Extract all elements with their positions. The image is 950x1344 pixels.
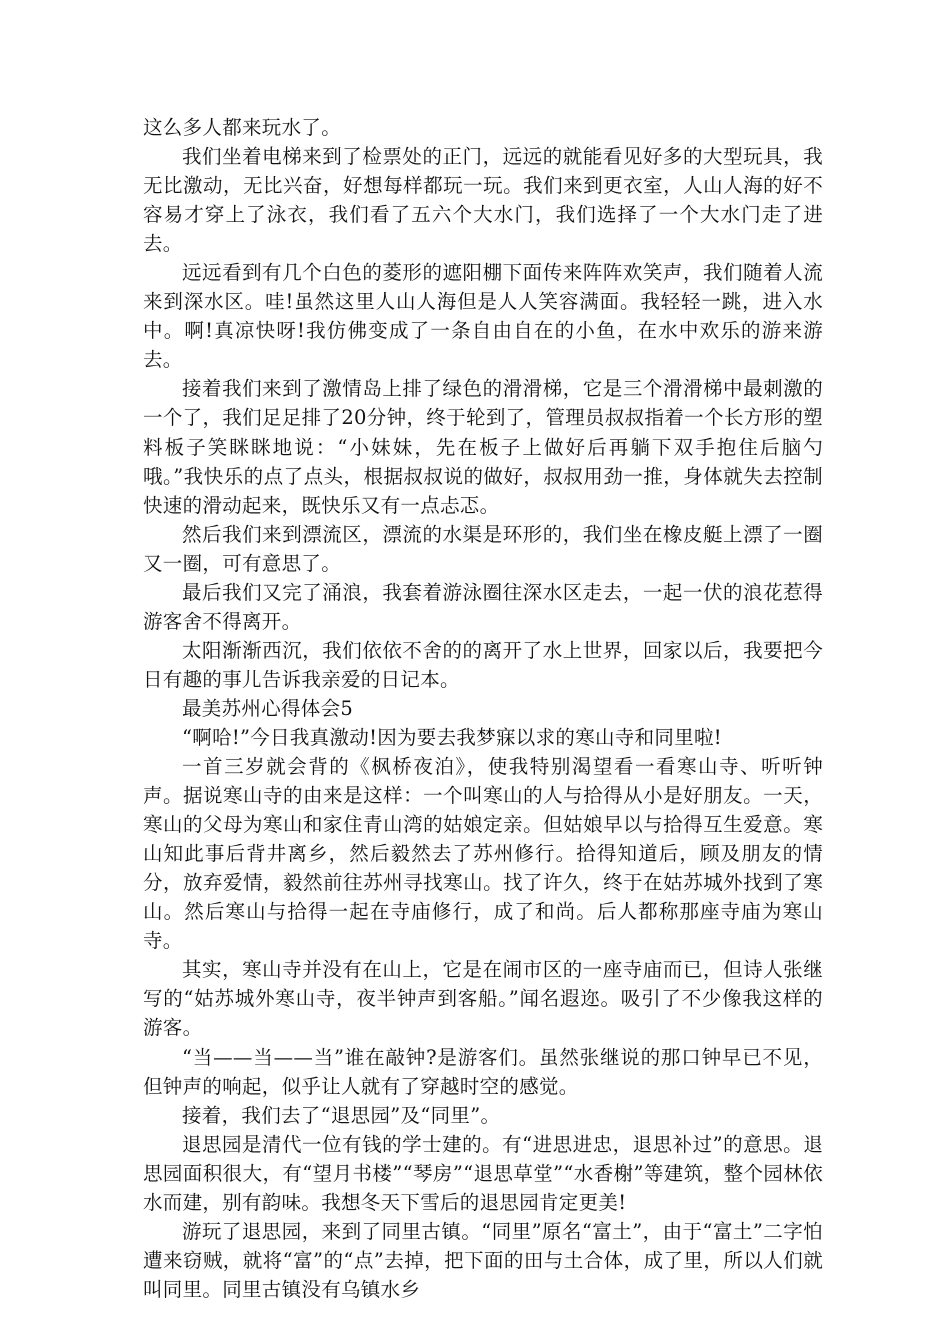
paragraph: 游玩了退思园，来到了同里古镇。“同里”原名“富土”，由于“富土”二字怕遭来窃贼，就将“富”的“点”去掉，把下面的田与土合体，成了里，所以人们就叫同里。同里古镇没有乌镇水乡 xyxy=(143,1219,823,1301)
paragraph: 太阳渐渐西沉，我们依依不舍的的离开了水上世界，回家以后，我要把今日有趣的事儿告诉我亲爱的日记本。 xyxy=(143,638,823,691)
section-heading: 最美苏州心得体会5 xyxy=(182,696,354,720)
paragraph: 这么多人都来玩水了。 xyxy=(143,116,342,139)
paragraph: 接着我们来到了激情岛上排了绿色的滑滑梯，它是三个滑滑梯中最刺激的一个了，我们足足排了20分钟，终于轮到了，管理员叔叔指着一个长方形的塑料板子笑眯眯地说：“小妹妹，先在板子上做好后再躺下双手抱住后脑勺哦。”我快乐的点了点头，根据叔叔说的做好，叔叔用劲一推，身体就失去控制快速的滑动起来，既快乐又有一点忐忑。 xyxy=(143,377,823,517)
paragraph: 其实，寒山寺并没有在山上，它是在闹市区的一座寺庙而已，但诗人张继写的“姑苏城外寒山寺，夜半钟声到客船。”闻名遐迩。吸引了不少像我这样的游客。 xyxy=(143,958,823,1040)
paragraph: 一首三岁就会背的《枫桥夜泊》，使我特别渴望看一看寒山寺、听听钟声。据说寒山寺的由来是这样：一个叫寒山的人与拾得从小是好朋友。一天，寒山的父母为寒山和家住青山湾的姑娘定亲。但姑娘早以与拾得互生爱意。寒山知此事后背井离乡，然后毅然去了苏州修行。拾得知道后，顾及朋友的情分，放弃爱情，毅然前往苏州寻找寒山。找了许久，终于在姑苏城外找到了寒山。然后寒山与拾得一起在寺庙修行，成了和尚。后人都称那座寺庙为寒山寺。 xyxy=(143,755,823,953)
article-body xyxy=(143,113,823,1304)
paragraph: “当——当——当”谁在敲钟?是游客们。虽然张继说的那口钟早已不见，但钟声的响起，似乎让人就有了穿越时空的感觉。 xyxy=(143,1045,823,1098)
paragraph: 退思园是清代一位有钱的学士建的。有“进思进忠，退思补过”的意思。退思园面积很大，有“望月书楼”“琴房”“退思草堂”“水香榭”等建筑，整个园林依水而建，别有韵味。我想冬天下雪后的退思园肯定更美! xyxy=(143,1132,823,1214)
paragraph: 接着，我们去了“退思园”及“同里”。 xyxy=(182,1103,501,1127)
paragraph: 我们坐着电梯来到了检票处的正门，远远的就能看见好多的大型玩具，我无比激动，无比兴奋，好想每样都玩一玩。我们来到更衣室，人山人海的好不容易才穿上了泳衣，我们看了五六个大水门，我们选择了一个大水门走了进去。 xyxy=(143,145,823,256)
paragraph: 然后我们来到漂流区，漂流的水渠是环形的，我们坐在橡皮艇上漂了一圈又一圈，可有意思了。 xyxy=(143,522,823,575)
paragraph: “啊哈!”今日我真激动!因为要去我梦寐以求的寒山寺和同里啦! xyxy=(182,725,722,749)
paragraph: 最后我们又完了涌浪，我套着游泳圈往深水区走去，一起一伏的浪花惹得游客舍不得离开。 xyxy=(143,580,823,633)
paragraph: 远远看到有几个白色的菱形的遮阳棚下面传来阵阵欢笑声，我们随着人流来到深水区。哇!虽然这里人山人海但是人人笑容满面。我轻轻一跳，进入水中。啊!真凉快呀!我仿佛变成了一条自由自在的小鱼，在水中欢乐的游来游去。 xyxy=(143,261,823,372)
